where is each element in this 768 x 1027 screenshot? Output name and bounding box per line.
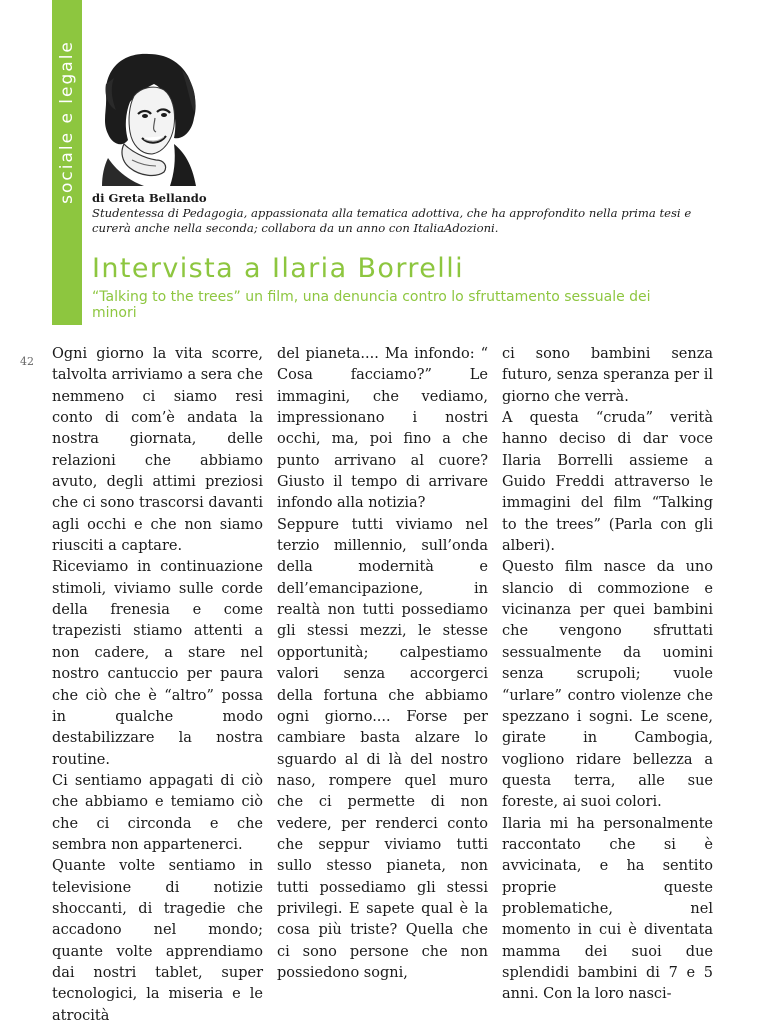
paragraph: Ci sentiamo appagati di ciò che abbiamo e temiamo ciò che ci circonda e che sembra non appartenerci. <box>52 772 263 853</box>
paragraph: del pianeta.... Ma infondo: “ Cosa facciamo?” Le immagini, che vediamo, impressionano i nostri occhi, ma, poi fino a che punto arrivano al cuore? Giusto il tempo di arrivare infondo alla notizia? <box>277 346 488 512</box>
paragraph: Seppure tutti viviamo nel terzio millennio, sull’onda della modernità e dell’emancipazione, in realtà non tutti possediamo gli stessi mezzi, le stesse opportunità; calpestiamo valori senza accorgerci della fortuna che abbiamo ogni giorno.... Forse per cambiare basta alzare lo sguardo al di là del nostro naso, rompere quel muro che ci permette di non vedere, per renderci conto che seppur viviamo tutti sullo stesso pianeta, non tutti possediamo gli stessi privilegi. E sapete qual è la cosa più triste? Quella che ci sono persone che non possiedono sogni, <box>277 516 488 981</box>
author-block <box>92 191 732 236</box>
paragraph: Ilaria mi ha personalmente raccontato che si è avvicinata, e ha sentito proprie queste problematiche, nel momento in cui è diventata mamma dei suoi due splendidi bambini di 7 e 5 anni. Con la loro nasci- <box>502 815 713 1003</box>
body-column-1 <box>52 344 263 1027</box>
article-subtitle: “Talking to the trees” un film, una denuncia contro lo sfruttamento sessuale dei minori <box>92 289 651 321</box>
paragraph: Riceviamo in continuazione stimoli, viviamo sulle corde della frenesia e come trapezisti stiamo attenti a non cadere, a stare nel nostro cantuccio per paura che ciò che è “altro” possa in qualche modo destabilizzare la nostra routine. <box>52 559 263 768</box>
paragraph: A questa “cruda” verità hanno deciso di dar voce Ilaria Borrelli assieme a Guido Freddi attraverso le immagini del film “Talking to the trees” (Parla con gli alberi). <box>502 410 713 555</box>
body-column-3 <box>502 344 713 1006</box>
paragraph: ci sono bambini senza futuro, senza speranza per il giorno che verrà. <box>502 346 713 405</box>
section-label-tab <box>52 22 82 222</box>
paragraph: Ogni giorno la vita scorre, talvolta arriviamo a sera che nemmeno ci siamo resi conto di com’è andata la nostra giornata, delle relazioni che abbiamo avuto, degli attimi preziosi che ci sono trascorsi davanti agli occhi e che non siamo riusciti a captare. <box>52 346 263 555</box>
author-name: di Greta Bellando <box>92 191 207 205</box>
page-number: 42 <box>20 355 34 368</box>
paragraph: Questo film nasce da uno slancio di commozione e vicinanza per quei bambini che vengono sfruttati sessualmente da uomini senza scrupoli; vuole “urlare” contro violenze che spezzano i sogni. Le scene, girate in Cambogia, vogliono ridare bellezza a questa terra, alle sue foreste, ai suoi colori. <box>502 559 713 811</box>
paragraph: Quante volte sentiamo in televisione di notizie shoccanti, di tragedie che accadono nel mondo; quante volte apprendiamo dai nostri tablet, super tecnologici, la miseria e le atrocità <box>52 858 263 1024</box>
section-label: sociale e legale <box>57 40 77 204</box>
body-column-2 <box>277 344 488 984</box>
author-bio: Studentessa di Pedagogia, appassionata alla tematica adottiva, che ha approfondito nella prima tesi e curerà anche nella seconda; collabora da un anno con ItaliaAdozioni. <box>92 206 692 235</box>
author-portrait-illustration <box>94 48 204 186</box>
article-title: Intervista a Ilaria Borrelli <box>92 253 464 284</box>
